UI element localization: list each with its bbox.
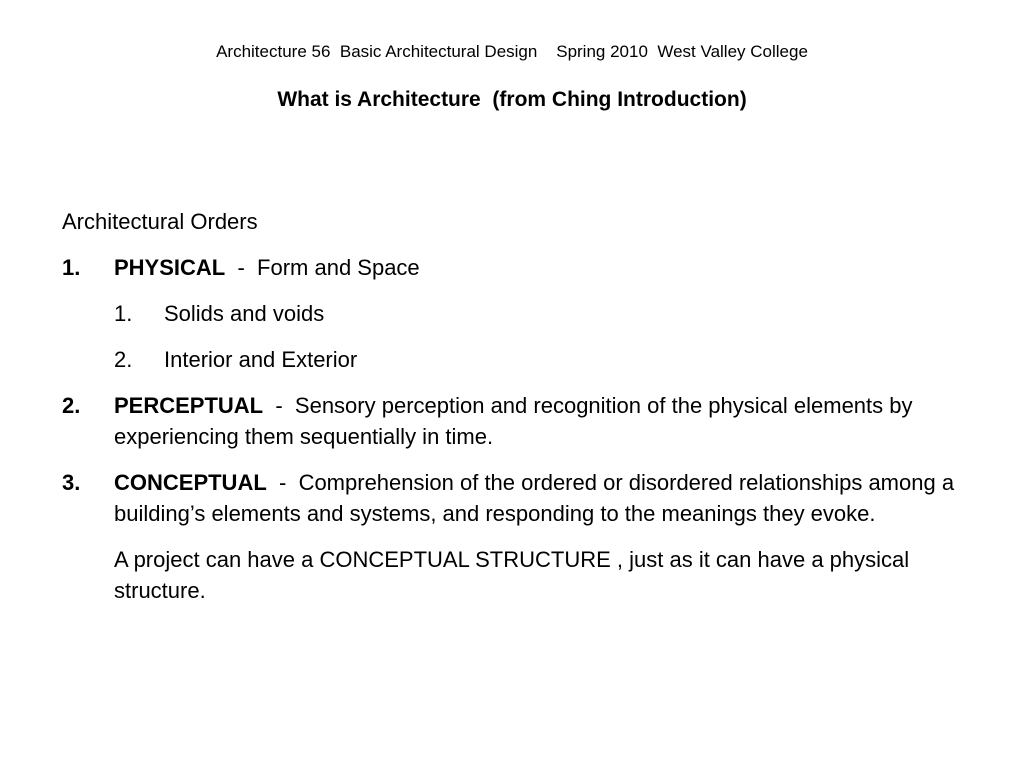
order-number: 1. bbox=[62, 255, 81, 280]
order-separator: - bbox=[263, 393, 295, 418]
order-separator: - bbox=[266, 470, 299, 495]
order-name: PERCEPTUAL bbox=[114, 393, 264, 418]
order-description: Form and Space bbox=[257, 255, 420, 280]
order-name: CONCEPTUAL bbox=[114, 470, 267, 495]
order-description: Comprehension of the ordered or disordered relationships among a building’s elements and systems, and responding to the meanings they evoke. bbox=[114, 470, 955, 526]
order-item-perceptual bbox=[62, 390, 972, 452]
sub-item-number: 2. bbox=[114, 347, 133, 372]
slide-title: What is Architecture (from Ching Introduction) bbox=[277, 88, 747, 111]
conceptual-structure-note: A project can have a CONCEPTUAL STRUCTURE , just as it can have a physical structure. bbox=[114, 547, 910, 603]
sub-item-interior-exterior bbox=[62, 344, 972, 375]
sub-item-solids-voids bbox=[62, 298, 972, 329]
order-number: 3. bbox=[62, 470, 81, 495]
course-header: Architecture 56 Basic Architectural Design Spring 2010 West Valley College bbox=[216, 42, 808, 61]
slide-body bbox=[62, 206, 972, 606]
order-separator: - bbox=[225, 255, 258, 280]
section-heading: Architectural Orders bbox=[62, 209, 258, 234]
sub-item-number: 1. bbox=[114, 301, 133, 326]
sub-item-text: Interior and Exterior bbox=[164, 347, 358, 372]
order-item-conceptual bbox=[62, 467, 972, 529]
order-name: PHYSICAL bbox=[114, 255, 226, 280]
order-item-physical bbox=[62, 252, 972, 283]
order-number: 2. bbox=[62, 393, 81, 418]
order-description: Sensory perception and recognition of the physical elements by experiencing them sequentially in time. bbox=[114, 393, 913, 449]
sub-item-text: Solids and voids bbox=[164, 301, 325, 326]
